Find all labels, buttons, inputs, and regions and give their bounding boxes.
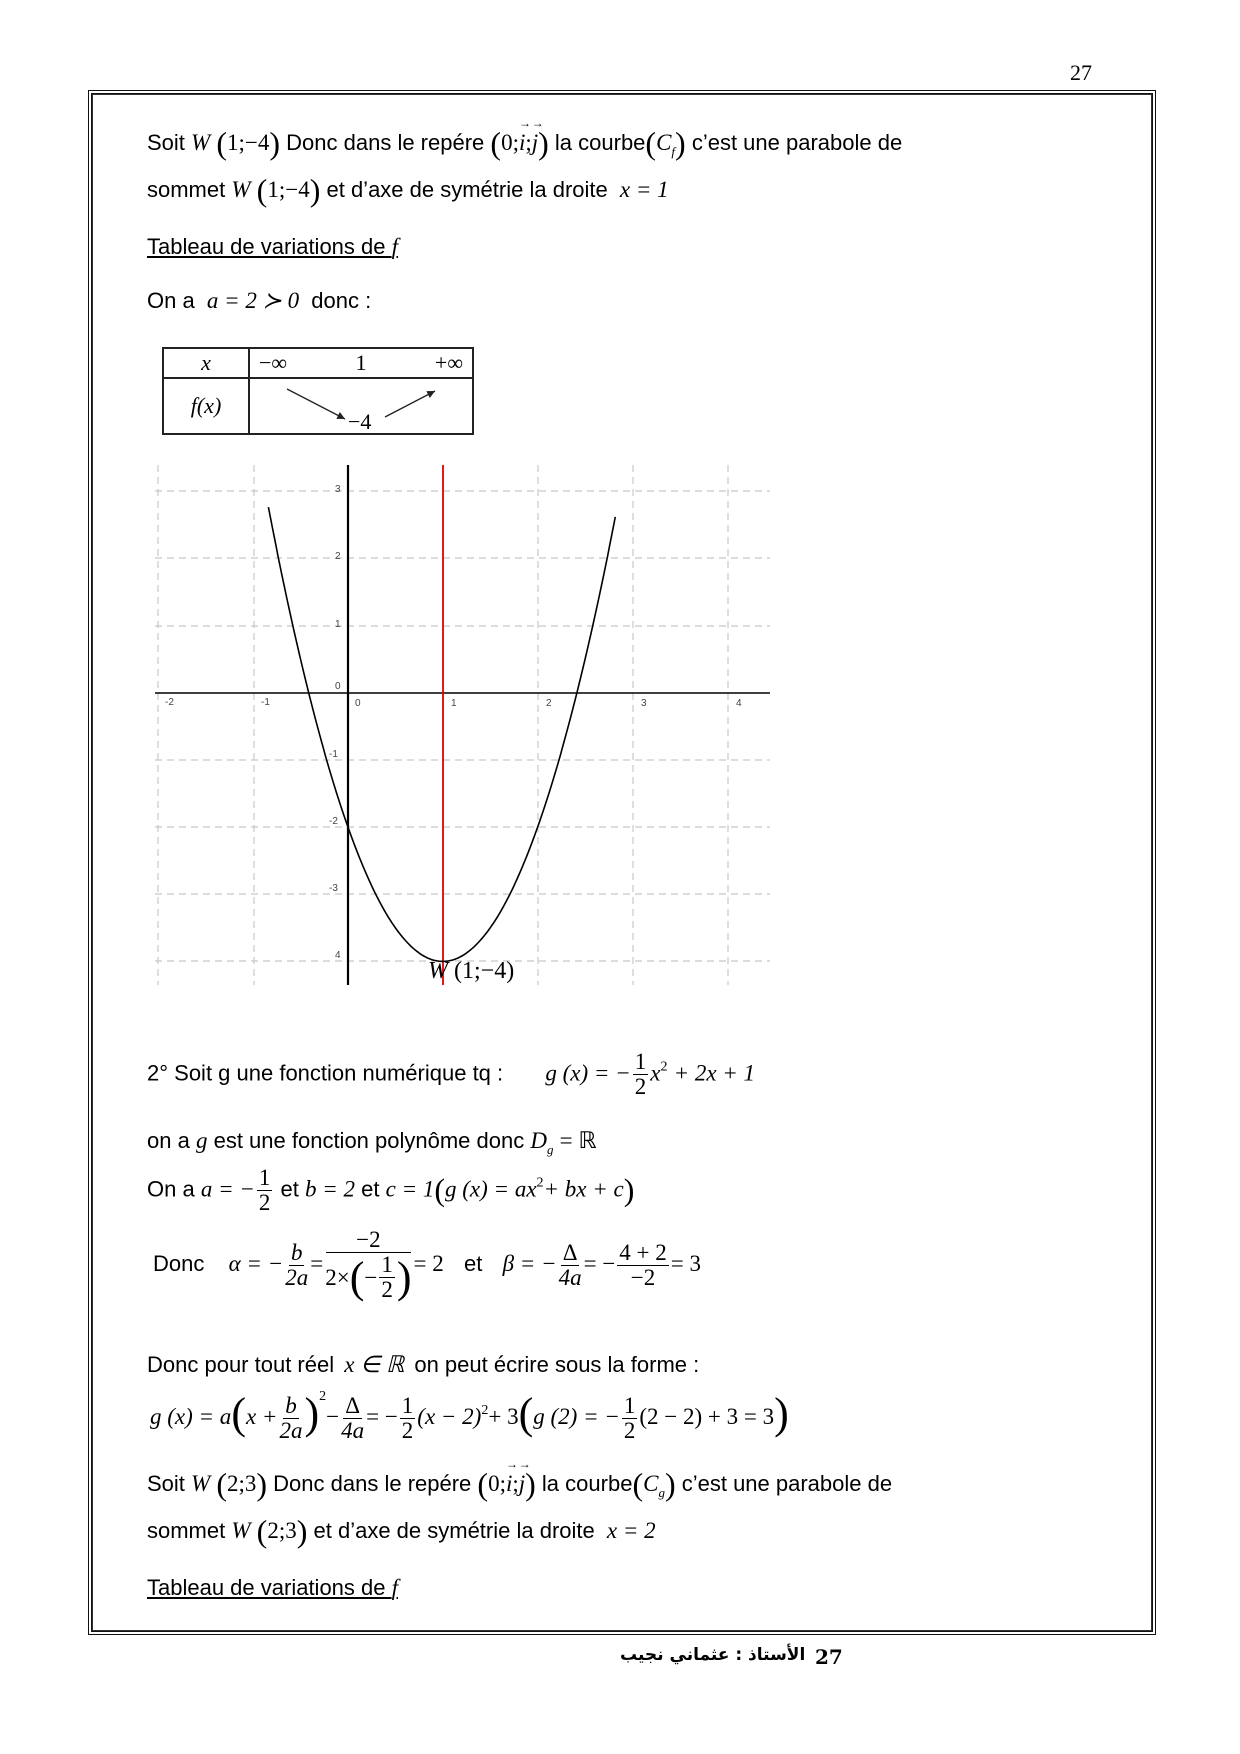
num: 1 [258,1165,271,1190]
text: et d’axe de symétrie la droite [326,177,608,202]
svg-text:0: 0 [335,681,341,692]
math-g: g [195,1128,208,1153]
fraction [341,1394,364,1443]
math-x: x [650,1060,661,1086]
math-paren: (x − 2) [417,1404,482,1429]
text: on a [147,1128,190,1153]
math-f: f [391,234,399,259]
math-C: C [656,130,672,155]
text: Soit [147,1471,185,1496]
fraction [617,1241,668,1290]
math-alpha: α = − [228,1251,284,1277]
text: et [280,1176,299,1202]
math-origin: 0; [488,1471,506,1496]
math-C: C [643,1471,659,1496]
text: Soit [147,130,185,155]
text: Donc dans le repére [286,130,485,155]
math-tail: + bx + c [543,1176,624,1202]
vertex-label: W (1;−4) [428,958,515,984]
math-W: W [191,1471,211,1496]
table-x-values [249,348,473,378]
math-cond: a = 2 ≻ 0 [206,288,300,313]
vertex-coords: 1;−4 [267,177,310,202]
math-tail: + 2x + 1 [673,1060,756,1086]
num: Δ [562,1239,578,1265]
den-pre: 2× [325,1264,350,1290]
tick-labels [165,484,742,961]
x-value: 1 [355,350,367,375]
text: On a [147,1176,195,1202]
math-W: W [231,1518,251,1543]
math-g-lhs: g (x) = − [545,1060,631,1086]
vector-j: → j [532,130,538,156]
math-lhs: g (x) = a [150,1404,232,1429]
svg-text:3: 3 [335,484,341,495]
svg-text:0: 0 [355,698,361,709]
math-check-tail: (2 − 2) + 3 = 3 [639,1404,775,1429]
math-eq: = ℝ [559,1128,597,1153]
math-eq: = − [583,1251,616,1277]
svg-text:2: 2 [335,551,341,562]
math-D: D [530,1128,547,1153]
footer-page-number: 27 [815,1645,843,1669]
text: sommet [147,1518,226,1543]
num: 1 [381,1252,393,1278]
num: 4 + 2 [619,1239,667,1265]
den: 2 [381,1277,393,1303]
num: 1 [634,1049,647,1074]
axis-statement-g: sommet W (2;3) et d’axe de symétrie la droite x = 2 [147,1513,656,1549]
text: 2° Soit g une fonction numérique tq : [147,1060,504,1086]
math-minus: − [326,1404,340,1429]
parabola-curve [268,507,615,961]
fraction [257,1166,273,1215]
text: donc : [311,288,372,313]
den: 2a [285,1264,309,1290]
text: on peut écrire sous la forme : [414,1352,700,1377]
math-f: f [391,1575,399,1600]
num: 1 [623,1392,636,1418]
math-sep: ; [525,130,532,155]
exp: 2 [319,1389,327,1404]
text: On a [147,288,195,313]
vertex-coords: 1;−4 [227,130,270,155]
vertex-statement-g: Soit W (2;3) Donc dans le repére (0;→ i;→ j) la $courbe(C_g)$ c’est une parabole de [147,1466,892,1503]
num: −2 [326,1228,410,1253]
text: c’est une parabole de [691,130,903,155]
math-sub: g [658,1485,665,1500]
svg-text:1: 1 [335,619,341,630]
math-sub: g [546,1142,554,1157]
math-W: W [191,130,211,155]
svg-text:1: 1 [451,698,457,709]
table-variation-cell [249,378,473,434]
fraction-half [633,1050,649,1099]
author-name: الأستاذ : عثماني نجيب [620,1645,806,1665]
math-eq: = [310,1251,324,1277]
text: et [361,1176,380,1202]
math-b: b = 2 [304,1176,356,1202]
text: et d’axe de symétrie la droite [313,1518,595,1543]
den: 2 [634,1074,647,1100]
svg-text:-2: -2 [165,697,174,708]
math-sub: f [671,144,676,159]
math-a: a = − [200,1176,255,1202]
math-W: W [231,177,251,202]
fraction [400,1394,416,1443]
tableau-title-f [147,234,408,260]
parabola-chart [150,460,770,990]
num: Δ [345,1392,360,1418]
math-res: = 2 [413,1251,444,1277]
math-c: c = 1 [385,1176,435,1202]
page-number: 27 [1070,60,1092,85]
num: b [285,1392,297,1418]
den: 2 [258,1190,271,1216]
x-value: −∞ [259,350,288,375]
num: 1 [401,1392,414,1418]
table-header-x: x [163,348,249,378]
vector-i: → i [506,1471,512,1497]
math-origin: 0; [501,130,519,155]
svg-text:-1: -1 [261,697,270,708]
exp: 2 [481,1403,489,1418]
alpha-beta-statement [153,1228,701,1302]
sign-of-a-f [147,288,371,314]
vector-i: → i [519,130,525,156]
math-x-plus: x + [245,1404,278,1429]
text: Donc [153,1251,205,1277]
den: 2a [279,1417,303,1443]
vertex-coords: 2;3 [227,1471,257,1496]
vector-j: → j [519,1471,525,1497]
coefficients-statement: On a a = − $\frac{1}{2}$ et b = 2 et c = 1(g $(x) = ax^2+$ bx + c) [147,1165,635,1216]
text: la courbe [554,130,646,155]
math-sep: ; [512,1471,519,1496]
text: Donc dans le repére [273,1471,472,1496]
exp: 2 [660,1059,668,1075]
vertex-coords: 2;3 [267,1518,297,1543]
canonical-intro [147,1352,699,1378]
svg-text:3: 3 [641,698,647,709]
svg-text:-2: -2 [329,816,338,827]
math-plus3: + 3 [488,1404,519,1429]
math-check-lhs: g (2) = − [533,1404,620,1429]
vertex-statement-f: Soit W (1;−4) Donc dans le repére (0;→ i;→ j) la $courbe(C_f)$ c’est une parabole de [147,125,902,162]
svg-text:4: 4 [335,950,341,961]
fraction [285,1241,308,1290]
den: 2 [401,1417,414,1443]
math-x-in-R: x ∈ ℝ [344,1352,405,1377]
math-g-form: g (x) = ax [445,1176,537,1202]
tableau-title-g [147,1575,408,1601]
svg-text:-3: -3 [329,883,338,894]
num: b [290,1239,303,1265]
domain-statement [147,1128,597,1158]
fraction [279,1394,302,1443]
text: Tableau de variations de [147,234,386,259]
text: et [463,1251,483,1277]
g-definition [147,1050,755,1099]
den: 4a [341,1417,365,1443]
exp: 2 [536,1175,544,1191]
x-value: +∞ [434,350,463,375]
fraction-complex: −2 2× ( − $\frac{1}{2}$ ) [325,1227,412,1303]
svg-text:2: 2 [546,698,552,709]
canonical-form: g (x) = a(x + $\frac{b}{2a}$ )$^2$− $\frac{\Delta}{4a}$ = − $\frac{1}{2}$ $(x - 2)^2+ 3(g$ (2) = − $\frac{1}{2}$ (2 − 2) + 3 = 3) [150,1389,789,1443]
variation-table [162,347,474,435]
den: −2 [630,1264,656,1290]
fraction [559,1241,582,1290]
fraction [622,1394,638,1443]
text: Tableau de variations de [147,1575,386,1600]
text: Donc pour tout réel [147,1352,335,1377]
den: 2 [623,1417,636,1443]
svg-text:4: 4 [736,698,742,709]
grid [155,465,770,985]
axis-statement-f: sommet W (1;−4) et d’axe de symétrie la droite x = 1 [147,172,669,208]
math-axis-eq: x = 1 [619,177,669,202]
text: est une fonction polynôme donc [213,1128,525,1153]
text: c’est une parabole de [681,1471,893,1496]
text: la courbe [541,1471,633,1496]
fraction [379,1253,395,1302]
min-value: −4 [348,409,372,434]
math-axis-eq: x = 2 [606,1518,656,1543]
den: 4a [558,1264,582,1290]
text: sommet [147,177,226,202]
math-res: = 3 [670,1251,702,1277]
table-row-fx: f(x) [163,378,249,434]
math-eq: = − [366,1404,398,1429]
svg-text:-1: -1 [329,749,338,760]
math-beta: β = − [502,1251,557,1277]
